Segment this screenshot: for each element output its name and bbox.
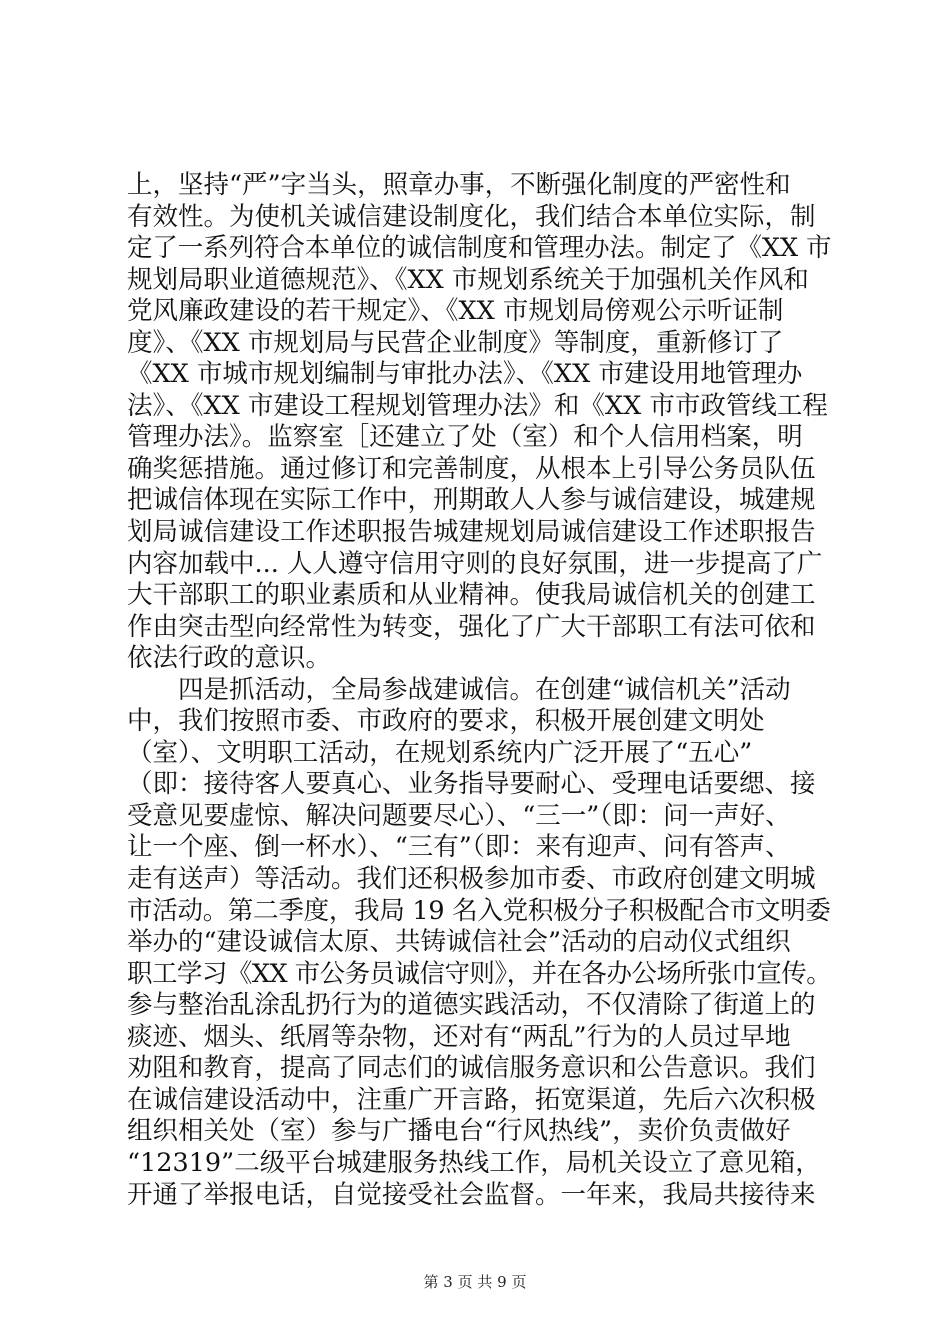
text-line: （室）、文明职工活动，在规划系统内广泛开展了“五心”	[127, 737, 753, 768]
text-line: 上，坚持“严”字当头，照章办事，不断强化制度的严密性和	[127, 170, 791, 200]
text-line: 四是抓活动，全局参战建诚信。在创建“诚信机关”活动	[127, 674, 791, 705]
text-line: 把诚信体现在实际工作中，刑期敢人人参与诚信建设，城建规	[127, 485, 816, 516]
text-line: 有效性。为使机关诚信建设制度化，我们结合本单位实际，制	[127, 201, 816, 232]
page-number-footer: 第 3 页 共 9 页	[423, 1273, 527, 1291]
text-line: “12319”二级平台城建服务热线工作，局机关设立了意见箱，	[127, 1147, 821, 1178]
text-line: 划局诚信建设工作述职报告城建规划局诚信建设工作述职报告	[127, 517, 816, 548]
text-line: 确奖惩措施。通过修订和完善制度，从根本上引导公务员队伍	[127, 453, 816, 484]
text-line: 《XX 市城市规划编制与审批办法》、《XX 市建设用地管理办	[127, 359, 803, 390]
text-line: 让一个座、倒一杯水）、“三有”（即：来有迎声、问有答声、	[127, 832, 791, 863]
text-line: 参与整治乱涂乱扔行为的道德实践活动，不仅清除了街道上的	[127, 990, 816, 1021]
text-line: 在诚信建设活动中，注重广开言路，拓宽渠道，先后六次积极	[127, 1084, 816, 1115]
text-line: 中，我们按照市委、市政府的要求，积极开展创建文明处	[127, 706, 765, 737]
text-line: 开通了举报电话，自觉接受社会监督。一年来，我局共接待来	[127, 1179, 816, 1210]
text-line: 市活动。第二季度，我局 19 名入党积极分子积极配合市文明委	[127, 895, 831, 926]
text-line: 规划局职业道德规范》、《XX 市规划系统关于加强机关作风和	[127, 264, 809, 295]
body-text	[127, 170, 831, 1211]
text-line: 职工学习《XX 市公务员诚信守则》，并在各办公场所张巾宣传。	[127, 958, 831, 989]
text-line: 依法行政的意识。	[127, 643, 332, 674]
text-line: 法》、《XX 市建设工程规划管理办法》和《XX 市市政管线工程	[127, 390, 828, 421]
text-line: 劝阻和教育，提高了同志们的诚信服务意识和公告意识。我们	[127, 1053, 816, 1084]
text-line: 定了一系列符合本单位的诚信制度和管理办法。制定了《XX 市	[127, 233, 831, 264]
text-line: 举办的“建设诚信太原、共铸诚信社会”活动的启动仪式组织	[127, 927, 791, 958]
text-line: 党风廉政建设的若干规定》、《XX 市规划局傍观公示听证制	[127, 296, 784, 327]
text-line: 度》、《XX 市规划局与民营企业制度》等制度，重新修订了	[127, 327, 784, 358]
text-line: （即：接待客人要真心、业务指导要耐心、受理电话要缌、接	[127, 769, 816, 800]
text-line: 大干部职工的职业素质和从业精神。使我局诚信机关的创建工	[127, 580, 816, 611]
text-line: 管理办法》。监察室［还建立了处（室）和个人信用档案，明	[127, 422, 803, 453]
text-line: 痰迹、烟头、纸屑等杂物，还对有“两乱”行为的人员过早地	[127, 1021, 791, 1052]
text-line: 作由突击型向经常性为转变，强化了广大干部职工有法可依和	[127, 611, 816, 642]
text-line: 走有送声）等活动。我们还积极参加市委、市政府创建文明城	[127, 864, 816, 895]
text-line: 受意见要虚惊、解决问题要尽心）、“三一”（即：问一声好、	[127, 800, 791, 831]
text-line: 组织相关处（室）参与广播电台“行风热线”，卖价负责做好	[127, 1116, 791, 1147]
text-line: 内容加载中... 人人遵守信用守则的良好氛围，进一步提高了广	[127, 548, 823, 579]
